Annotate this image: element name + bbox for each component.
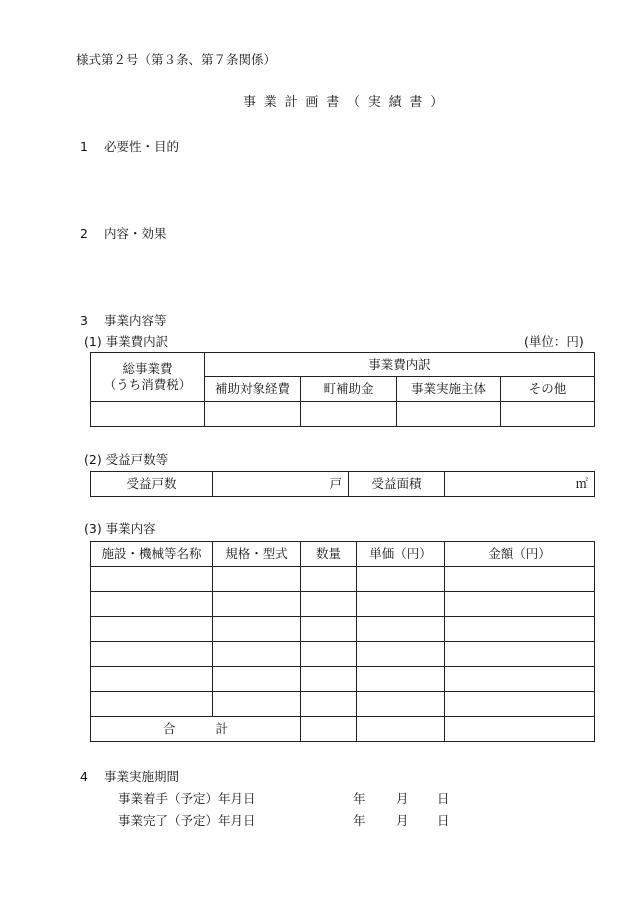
breakdown-group-header: 事業費内訳: [205, 353, 595, 377]
table-row: [91, 402, 595, 427]
end-date-label: 事業完了（予定）年月日: [118, 813, 256, 828]
header-spec: 規格・型式: [213, 542, 301, 567]
section-3-heading: 事業内容等: [104, 313, 167, 328]
project-content-table: [90, 541, 595, 742]
total-cost-header: [91, 353, 205, 402]
subsection-3-heading: (3) 事業内容: [84, 521, 156, 536]
table-row: [91, 567, 595, 592]
end-year-label: 年: [353, 813, 366, 828]
section-3-number: 3: [80, 313, 88, 328]
header-quantity: 数量: [301, 542, 357, 567]
header-facility-name: 施設・機械等名称: [91, 542, 213, 567]
header-unit-price: 単価（円）: [357, 542, 445, 567]
start-day-label: 日: [437, 791, 450, 806]
total-label-b: 計: [215, 721, 229, 736]
table-row: [91, 642, 595, 667]
households-value[interactable]: [213, 472, 349, 497]
page-title: 事業計画書（実績書）: [243, 95, 452, 110]
section-4-number: 4: [80, 769, 88, 784]
cell-other[interactable]: [501, 402, 595, 427]
total-label-cell: [91, 717, 301, 742]
cell-total-cost[interactable]: [91, 402, 205, 427]
table-row: [91, 592, 595, 617]
households-unit: 戸: [329, 476, 342, 491]
area-value[interactable]: [445, 472, 595, 497]
header-amount: 金額（円）: [445, 542, 595, 567]
total-unit-price[interactable]: [357, 717, 445, 742]
table-row: [91, 617, 595, 642]
cell-subsidized-cost[interactable]: [205, 402, 301, 427]
total-cost-label: 総事業費: [122, 361, 173, 376]
col-subsidized-cost: 補助対象経費: [205, 377, 301, 402]
households-label: 受益戸数: [91, 472, 213, 497]
start-month-label: 月: [396, 791, 409, 806]
section-1-number: 1: [80, 139, 88, 154]
subsection-1-heading: (1) 事業費内訳: [84, 334, 169, 349]
end-day-label: 日: [437, 813, 450, 828]
section-4-heading: 事業実施期間: [104, 769, 180, 784]
table-row: [91, 692, 595, 717]
end-month-label: 月: [396, 813, 409, 828]
area-label: 受益面積: [349, 472, 445, 497]
start-date-label: 事業着手（予定）年月日: [118, 791, 256, 806]
area-unit: ㎡: [575, 476, 588, 491]
total-amount[interactable]: [445, 717, 595, 742]
total-quantity[interactable]: [301, 717, 357, 742]
section-1-heading: 必要性・目的: [104, 139, 180, 154]
unit-note: (単位：円): [524, 334, 584, 349]
section-2-heading: 内容・効果: [104, 226, 167, 241]
col-implementer: 事業実施主体: [397, 377, 501, 402]
form-label: 様式第２号（第３条、第７条関係）: [76, 52, 277, 67]
total-label-a: 合: [162, 721, 176, 736]
total-row: [91, 717, 595, 742]
cell-town-subsidy[interactable]: [301, 402, 397, 427]
col-town-subsidy: 町補助金: [301, 377, 397, 402]
col-other: その他: [501, 377, 595, 402]
section-2-number: 2: [80, 226, 88, 241]
cell-implementer[interactable]: [397, 402, 501, 427]
table-row: [91, 667, 595, 692]
tax-label: （うち消費税）: [103, 377, 192, 392]
subsection-2-heading: (2) 受益戸数等: [84, 452, 169, 467]
beneficiary-table: [90, 471, 595, 497]
cost-breakdown-table: [90, 352, 595, 427]
start-year-label: 年: [353, 791, 366, 806]
